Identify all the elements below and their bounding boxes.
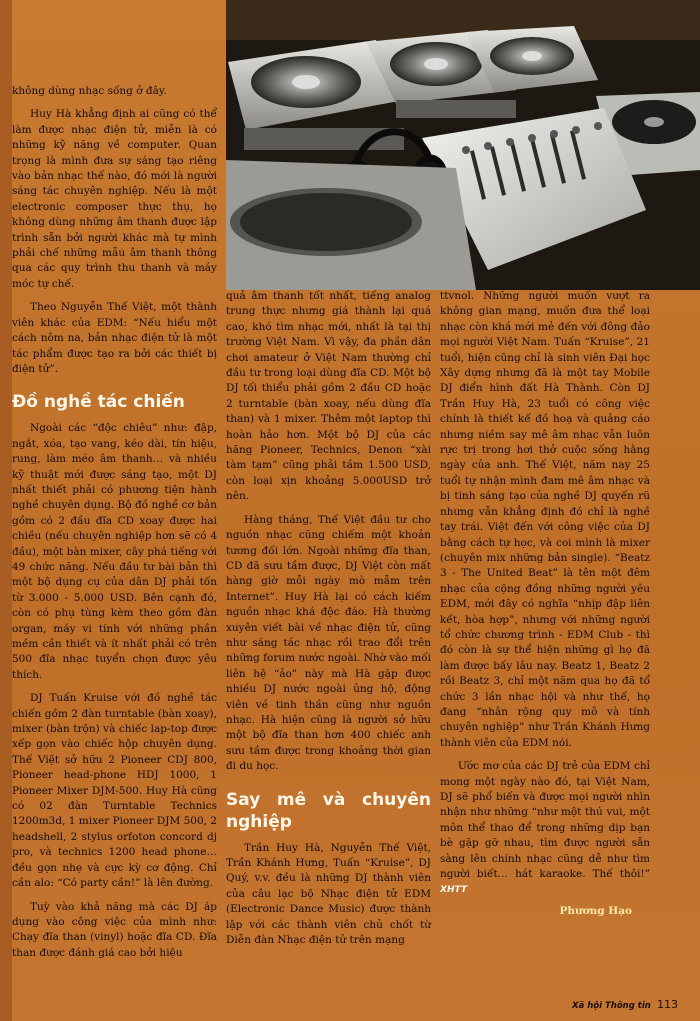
paragraph: Theo Nguyễn Thế Việt, một thành viên khác của EDM: “Nếu hiểu một cách nôm na, bản nhạc điện tử là một tác phẩm được tạo ra bởi các thiết bị điện tử”.	[12, 301, 217, 375]
paragraph: Tuỳ vào khả năng mà các DJ áp dụng vào công việc của mình như: Chạy đĩa than (vinyl) hoặc đĩa CD. Đĩa than được đánh giá cao bởi hiệu	[12, 900, 217, 959]
column-1	[12, 84, 217, 969]
publication-name: Xã hội Thông tin	[571, 1001, 651, 1011]
section-heading: Say mê và chuyên nghiệp	[226, 789, 431, 832]
column-2	[226, 289, 431, 956]
paragraph: Ngoài các “độc chiêu” như: đập, ngắt, xóa, tạo vang, kéo dài, tín hiệu, rung, làm méo âm thanh… và nhiều kỹ thuật mới được sáng tạo, một DJ nhất thiết phải có phương tiện hành nghề chuyên dụng. Bộ đồ nghề cơ bản gồm có 2 đầu đĩa CD xoay được hai chiều (nếu chuyên nghiệp hơn sẽ có 4 đầu), một bàn mixer, cây phá tiếng với 49 chức năng. Nếu đầu tư bài bản thì một bộ dụng cụ của dân DJ phải tốn từ 3.000 - 5.000 USD. Bên cạnh đó, còn có phụ tùng kèm theo gồm đàn organ, máy vi tính với những phần mềm cần thiết và ít nhất phải có trên 500 đĩa nhạc tuyển chọn được yêu thích.	[12, 422, 217, 681]
paragraph: Huy Hà khẳng định ai cũng có thể làm được nhạc điện tử, miễn là có những kỹ năng về computer. Quan trọng là mình đưa sự sáng tạo riêng vào bản nhạc thế nào, đó mới là người sáng tác chuyên nghiệp. Nếu là một electronic composer thực thụ, họ không dùng những âm thanh được lập trình sẵn bởi người khác mà tự mình phải chế những mẫu âm thanh thông qua các quy trình thu thanh và máy móc tự chế.	[12, 108, 217, 290]
paragraph-text: Ước mơ của các DJ trẻ của EDM chỉ mong một ngày nào đó, tại Việt Nam, DJ sẽ phổ biến và được mọi người nhìn nhận như những “như một thú vui, một môn thể thao để trong những dịp bạn bè gặp gỡ nhau, tìm được người sẵn sàng lên chính nhạc cũng dễ như tìm người biết… hát karaoke. Thế thôi!”	[440, 760, 650, 881]
page-edge	[0, 0, 12, 1021]
turntable-left	[226, 160, 476, 290]
column-3	[440, 289, 650, 919]
paragraph: DJ Tuấn Kruise với đồ nghề tác chiến gồm 2 đàn turntable (bàn xoay), mixer (bàn trộn) và chiếc lap-top được xếp gọn vào chiếc hộp chuyên dụng. Thế Việt sở hữu 2 Pioneer CDJ 800, Pioneer head-phone HDJ 1000, 1 Pioneer Mixer DJM-500. Huy Hà cũng có 02 đàn Turntable Technics 1200m3d, 1 mixer Pioneer DJM 500, 2 headshell, 2 stylus orfoton concord dj pro, và technics 1200 head phone… đều gọn nhẹ và cực kỳ cơ động. Chỉ cần alo: “Có party cần!” là lên đường.	[12, 692, 217, 890]
page-footer	[572, 998, 678, 1011]
dj-equipment-photo	[226, 0, 700, 290]
page-number: 113	[657, 998, 678, 1011]
paragraph: Hàng tháng, Thế Việt đầu tư cho nguồn nhạc cũng chiếm một khoản tương đối lớn. Ngoài những đĩa than, CD đã sưu tầm được, DJ Việt còn mất hàng giờ mỗi ngày mò mẫm trên Internet”. Huy Hà lại có cách kiếm nguồn nhạc khá độc đáo. Hà thường xuyên viết bài về nhạc điện tử, cũng như sáng tác nhạc rồi trao đổi trên những forum nước ngoài. Nhờ vào mối liên hệ “ảo” này mà Hà gặp được nhiều DJ nước ngoài ủng hộ, động viên về tinh thần cũng như nguồn nhạc. Hà hiện cũng là người sở hữu một bộ đĩa than hơn 400 chiếc anh sưu tầm được trong khoảng thời gian đi du học.	[226, 513, 431, 773]
paragraph: Trần Huy Hà, Nguyễn Thế Việt, Trần Khánh Hưng, Tuấn “Kruise”, DJ Quý, v.v. đều là những DJ thành viên của câu lạc bộ Nhạc điện tử EDM (Electronic Dance Music) được thành lập với các thành viên chủ chốt từ Diễn đàn Nhạc điện tử trên mạng	[226, 841, 431, 947]
paragraph: ttvnol. Những người muốn vượt ra không gian mạng, muốn đưa thể loại nhạc còn khá mới mẻ đến với đông đảo mọi người Việt Nam. Tuấn “Kruise”, 21 tuổi, hiện cũng chỉ là sinh viên Đại học Xây dựng nhưng đã là một tay Mobile DJ điển hình đất Hà Thành. Còn DJ Trần Huy Hà, 23 tuổi có công việc chính là thiết kế đồ hoạ và quảng cáo nhưng niềm say mê âm nhạc vẫn luôn rực trị trong hơi thở cuộc sống hằng ngày của anh. Thế Việt, năm nay 25 tuổi tự nhận mình đam mê âm nhạc và bị tinh sáng tạo của nghề DJ quyến rũ nhưng vẫn khẳng định đó chỉ là nghề tay trái. Việt đến với công việc của DJ bằng cách tự học, và coi mình là mixer (chuyên mix những bản single). “Beatz 3 - The United Beat” là tên một đêm nhạc của cộng đồng những người yêu EDM, mới đây có nghĩa “nhịp đập liên kết, hòa hợp”, nhưng với những người tổ chức chương trình - EDM Club - thì đó còn là sự thể hiện những gì họ đã làm được bấy lâu nay. Beatz 1, Beatz 2 rồi Beatz 3, chỉ một năm qua họ đã tổ chức 3 lần nhạc hội và như thế, họ đang “nhân rộng quy mô và tính chuyên nghiệp” như Trần Khánh Hưng thành viên của EDM nói.	[440, 290, 650, 749]
paragraph	[440, 759, 650, 899]
author-byline: Phương Hạo	[559, 904, 632, 917]
end-mark: XHTT	[440, 885, 467, 896]
paragraph: quả âm thanh tốt nhất, tiếng analog trung thực nhưng giá thành lại quá cao, khó tìm nhạc mới, nhất là tại thị trường Việt Nam. Vì vậy, đa phần dân chơi amateur ở Việt Nam thường chỉ đầu tư trong loại dùng đĩa CD. Một bộ DJ tối thiểu phải gồm 2 đầu CD hoặc 2 turntable (bàn xoay, nếu dùng đĩa than) và 1 mixer. Thêm một laptop thì hoàn hảo hơn. Một bộ DJ của các hãng Pioneer, Technics, Denon “xài tàm tạm” cũng phải tầm 1.500 USD, còn loại xịn khoảng 5.000USD trở nên.	[226, 290, 431, 503]
section-heading: Đồ nghề tác chiến	[12, 392, 185, 413]
paragraph: không dùng nhạc sống ở đây.	[12, 85, 167, 97]
